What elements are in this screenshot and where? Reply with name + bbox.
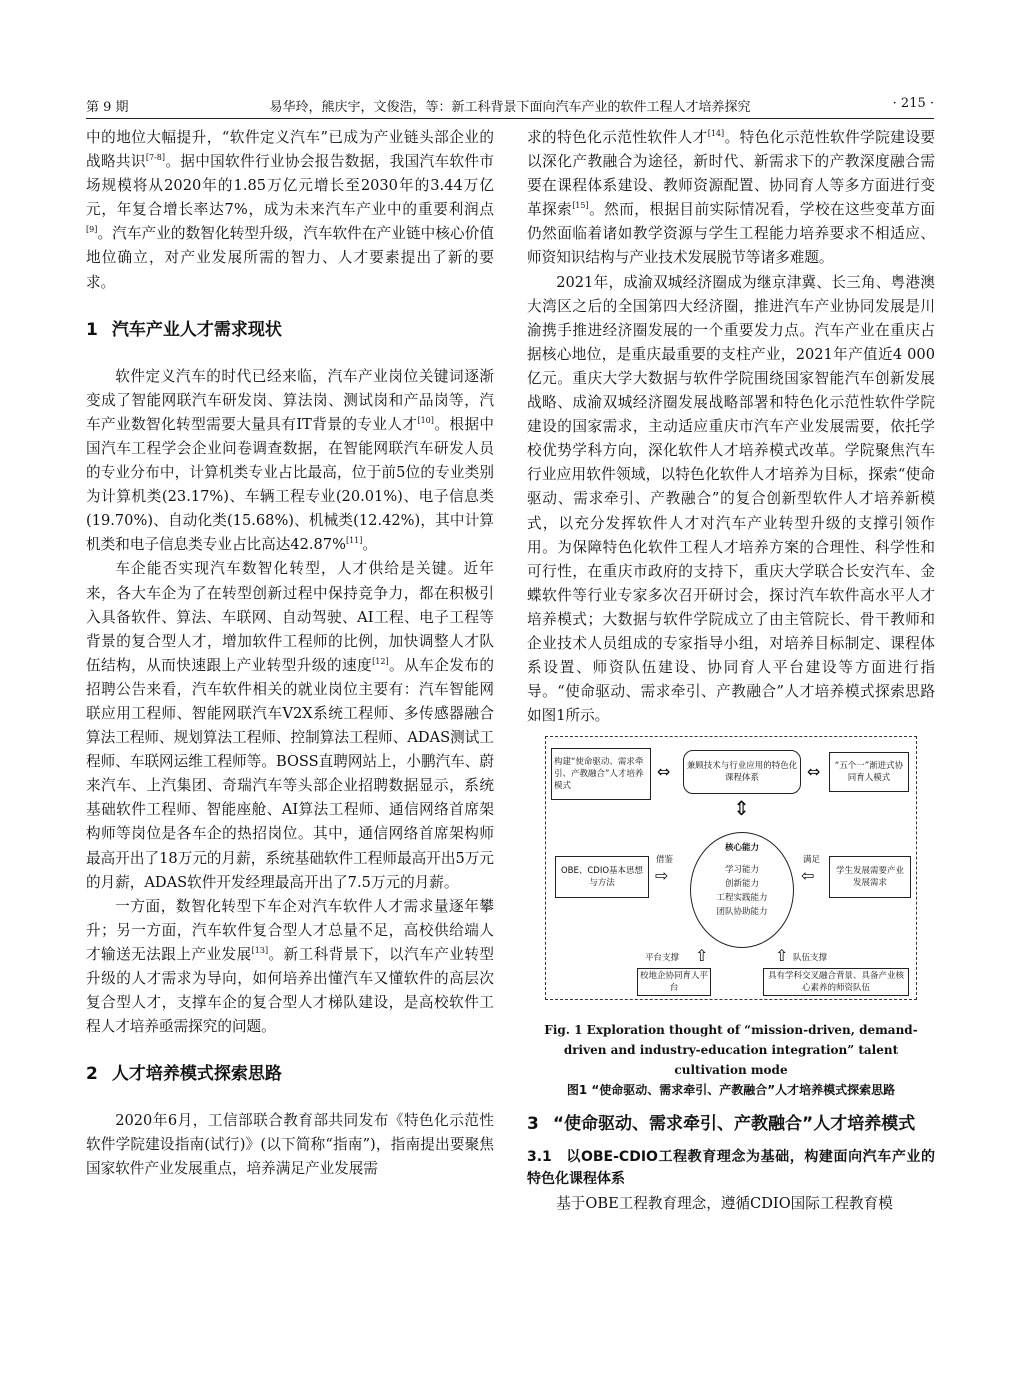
running-header — [86, 96, 934, 119]
citation[interactable]: [11] — [345, 536, 363, 546]
paragraph: 求的特色化示范性软件人才[14]。特色化示范性软件学院建设要以深化产教融合为途径，新时代、新需求下的产教深度融合需要在课程体系建设、教师资源配置、协同育人等多方面进行变革探索[15]。然而，根据目前实际情况看，学校在这些变革方面仍然面临着诸如教学资源与学生工程能力培养要求不相适应、师资知识结构与产业技术发展脱节等诸多难题。 — [527, 129, 935, 267]
right-column — [527, 126, 935, 1216]
ability-item: 创新能力 — [724, 879, 759, 890]
up-down-arrow-icon: ⇕ — [733, 796, 750, 821]
running-title: 易华玲，熊庆宇，文俊浩，等：新工科背景下面向汽车产业的软件工程人才培养探究 — [269, 100, 751, 115]
right-arrow-icon: ⇨ — [655, 866, 669, 886]
box-obe-cdio: OBE、CDIO基本思想与方法 — [555, 856, 649, 898]
box-course-system: 兼顾技术与行业应用的特色化课程体系 — [683, 750, 801, 794]
citation[interactable]: [12] — [372, 656, 389, 666]
caption-english: Fig. 1 Exploration thought of “mission-driven, demand-driven and industry-education integration” talent cultivation mode — [544, 1023, 918, 1078]
label-team: 队伍支撑 — [793, 953, 828, 964]
citation[interactable]: [9] — [86, 225, 98, 235]
label-borrow: 借鉴 — [656, 855, 674, 866]
label-meet: 满足 — [803, 855, 821, 866]
page-number: · 215 · — [892, 96, 934, 111]
citation[interactable]: [13] — [251, 946, 269, 956]
section-heading: 1 汽车产业人才需求现状 — [86, 319, 282, 340]
section-heading: 2 人才培养模式探索思路 — [86, 1064, 282, 1085]
up-arrow-icon: ⇧ — [775, 946, 789, 966]
box-faculty-team: 具有学科交叉融合背景、具备产业核心素养的师资队伍 — [763, 968, 909, 996]
double-arrow-icon: ⇔ — [807, 762, 821, 782]
citation[interactable]: [7-8] — [145, 153, 165, 163]
core-ability-ellipse — [690, 832, 794, 948]
label-platform: 平台支撑 — [645, 953, 680, 964]
box-platform: 校地企协同育人平台 — [637, 968, 711, 996]
left-column — [86, 126, 494, 1182]
up-arrow-icon: ⇧ — [695, 946, 709, 966]
issue-number: 第 9 期 — [86, 100, 129, 115]
paragraph: 中的地位大幅提升，“软件定义汽车”已成为产业链头部企业的战略共识[7-8]。据中国软件行业协会报告数据，我国汽车软件市场规模将从2020年的1.85万亿元增长至2030年的3.44万亿元，年复合增长率达7%，成为未来汽车产业中的重要利润点[9]。汽车产业的数智化转型升级，汽车软件在产业链中核心价值地位确立，对产业发展所需的智力、人才要素提出了新的要求。 — [86, 129, 494, 291]
paragraph: 车企能否实现汽车数智化转型，人才供给是关键。近年来，各大车企为了在转型创新过程中保持竞争力，都在积极引入具备软件、算法、车联网、自动驾驶、AI工程、电子工程等背景的复合型人才，增加软件工程师的比例，加快调整人才队伍结构，从而快速跟上产业转型升级的速度[12]。从车企发布的招聘公告来看，汽车软件相关的就业岗位主要有：汽车智能网联应用工程师、智能网联汽车V2X系统工程师、多传感器融合算法工程师、规划算法工程师、控制算法工程师、ADAS测试工程师、车联网运维工程师等。BOSS直聘网站上，小鹏汽车、蔚来汽车、上汽集团、奇瑞汽车等头部企业招聘数据显示，系统基础软件工程师、智能座舱、AI算法工程师、通信网络首席架构师等岗位是各车企的热招岗位。其中，通信网络首席架构师最高开出了18万元的月薪，系统基础软件工程师最高开出5万元的月薪，ADAS软件开发经理最高开出了7.5万元的月薪。 — [86, 560, 494, 891]
subsection-heading: 3.1 以OBE-CDIO工程教育理念为基础，构建面向汽车产业的特色化课程体系 — [527, 1149, 935, 1188]
box-five-one-mode: “五个一”渐进式协同育人模式 — [829, 752, 909, 792]
box-development-needs: 学生发展需要产业发展需求 — [829, 856, 911, 898]
box-build-mode: 构建“使命驱动、需求牵引、产教融合”人才培养模式 — [551, 748, 651, 800]
figure-caption — [527, 1020, 935, 1100]
figure-1 — [527, 734, 935, 1018]
citation[interactable]: [10] — [417, 415, 434, 425]
paragraph: 2021年，成渝双城经济圈成为继京津冀、长三角、粤港澳大湾区之后的全国第四大经济圈，推进汽车产业协同发展是川渝携手推进经济圈发展的一个重要发力点。汽车产业在重庆占据核心地位，是重庆最重要的支柱产业，2021年产值近4 000亿元。重庆大学大数据与软件学院围绕国家智能汽车创新发展战略、成渝双城经济圈发展战略部署和特色化示范性软件学院建设的国家需求，主动适应重庆市汽车产业发展需要，依托学校优势学科方向，深化软件人才培养模式改革。学院聚焦汽车行业应用软件领域，以特色化软件人才培养为目标，探索“使命驱动、需求牵引、产教融合”的复合创新型软件人才培养新模式，以充分发挥软件人才对汽车产业转型升级的支撑引领作用。为保障特色化软件工程人才培养方案的合理性、科学性和可行性，在重庆市政府的支持下，重庆大学联合长安汽车、金蝶软件等行业专家多次召开研讨会，探讨汽车软件高水平人才培养模式；大数据与软件学院成立了由主管院长、骨干教师和企业技术人员组成的专家指导小组，对培养目标制定、课程体系设置、师资队伍建设、协同育人平台建设等方面进行指导。“使命驱动、需求牵引、产教融合”人才培养模式探索思路如图1所示。 — [527, 273, 935, 725]
citation[interactable]: [14] — [707, 129, 725, 139]
paragraph: 一方面，数智化转型下车企对汽车软件人才需求量逐年攀升；另一方面，汽车软件复合型人才总量不足，高校供给端人才输送无法跟上产业发展[13]。新工科背景下，以汽车产业转型升级的人才需求为导向，如何培养出懂汽车又懂软件的高层次复合型人才，支撑车企的复合型人才梯队建设，是高校软件工程人才培养亟需探究的问题。 — [86, 897, 494, 1036]
ability-item: 工程实践能力 — [716, 893, 768, 904]
paragraph: 软件定义汽车的时代已经来临，汽车产业岗位关键词逐渐变成了智能网联汽车研发岗、算法岗、测试岗和产品岗等，汽车产业数智化转型需要大量具有IT背景的专业人才[10]。根据中国汽车工程学会企业问卷调查数据，在智能网联汽车研发人员的专业分布中，计算机类专业占比最高，位于前5位的专业类别为计算机类(23.17%)、车辆工程专业(20.01%)、电子信息类(19.70%)、自动化类(15.68%)、机械类(12.42%)，其中计算机类和电子信息类专业占比高达42.87%[11]。 — [86, 367, 494, 554]
double-arrow-icon: ⇔ — [657, 762, 671, 782]
paragraph: 基于OBE工程教育理念，遵循CDIO国际工程教育模 — [556, 1195, 893, 1213]
section-heading: 3 “使命驱动、需求牵引、产教融合”人才培养模式 — [527, 1114, 916, 1135]
caption-chinese: 图1 “使命驱动、需求牵引、产教融合”人才培养模式探索思路 — [566, 1083, 896, 1098]
citation[interactable]: [15] — [572, 201, 589, 211]
ability-item: 学习能力 — [724, 865, 759, 876]
ability-item: 团队协助能力 — [716, 907, 768, 918]
core-ability-title: 核心能力 — [724, 843, 759, 854]
left-arrow-icon: ⇦ — [801, 866, 815, 886]
paragraph: 2020年6月，工信部联合教育部共同发布《特色化示范性软件学院建设指南(试行)》(以下简称“指南”)，指南提出要聚焦国家软件产业发展重点，培养满足产业发展需 — [86, 1112, 494, 1178]
